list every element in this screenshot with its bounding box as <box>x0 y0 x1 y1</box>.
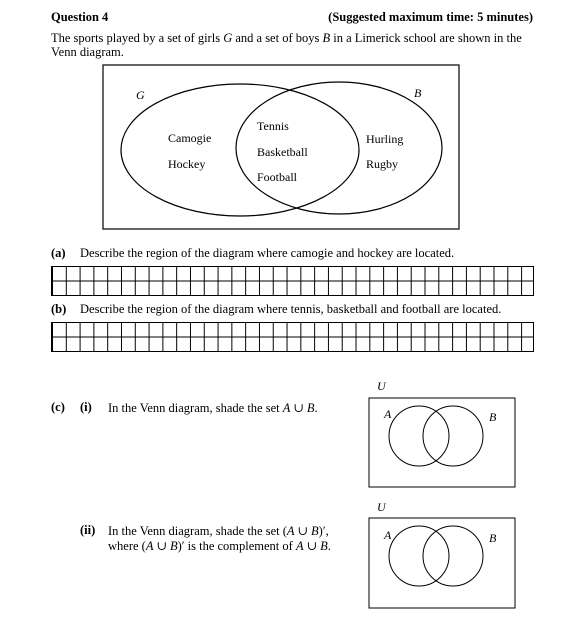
small-venn-2-label-b: B <box>489 531 497 545</box>
part-c-i-set: A ∪ B <box>282 401 315 415</box>
part-c-ii-label: (ii) <box>80 523 96 537</box>
small-venn-1-label-a: A <box>384 407 392 421</box>
part-c-ii-line1-start: In the Venn diagram, shade the set ( <box>108 524 287 538</box>
venn-item-tennis: Tennis <box>257 119 289 133</box>
part-c-label: (c) <box>51 400 65 414</box>
intro-text-2: and a set of boys <box>232 31 323 45</box>
part-c-ii-line2-end: . <box>327 539 331 553</box>
part-c-ii-line2-set2: A ∪ B <box>295 539 328 553</box>
part-c-ii-line1 <box>108 523 329 539</box>
venn-label-b: B <box>414 86 422 100</box>
venn-item-basketball: Basketball <box>257 145 308 159</box>
part-c-ii-line1-set: A ∪ B <box>286 524 319 538</box>
part-c-ii-line2 <box>108 538 331 554</box>
part-b-answer-grid[interactable] <box>51 322 534 352</box>
venn-label-g: G <box>136 88 145 102</box>
small-venn-1-label-b: B <box>489 410 497 424</box>
part-c-i-text-end: . <box>314 401 318 415</box>
part-c-ii-line1-end: )′, <box>318 524 329 538</box>
part-a-text: Describe the region of the diagram where camogie and hockey are located. <box>80 246 455 260</box>
part-c-ii-line2-start: where ( <box>108 539 146 553</box>
part-c-i-text <box>108 400 318 416</box>
small-venn-2-label-a: A <box>384 528 392 542</box>
small-venn-1-set-b <box>423 406 483 466</box>
intro-text-3: in a Limerick school are shown in the Venn diagram. <box>51 31 522 59</box>
part-c-i-label: (i) <box>80 400 92 414</box>
small-venn-2-set-b <box>423 526 483 586</box>
suggested-time: (Suggested maximum time: 5 minutes) <box>328 10 533 24</box>
venn-item-hockey: Hockey <box>168 157 206 171</box>
part-a-answer-grid[interactable] <box>51 266 534 296</box>
small-venn-1-label-u: U <box>377 379 386 393</box>
part-c-ii-line2-mid: )′ is the complement of <box>177 539 296 553</box>
intro-set-b: B <box>322 31 331 45</box>
part-c-i-text-start: In the Venn diagram, shade the set <box>108 401 283 415</box>
part-c-ii-line2-set: A ∪ B <box>145 539 178 553</box>
small-venn-2-set-a <box>389 526 449 586</box>
venn-item-football: Football <box>257 170 298 184</box>
part-b-label: (b) <box>51 302 67 316</box>
small-venn-2-label-u: U <box>377 500 386 514</box>
intro-text-1: The sports played by a set of girls <box>51 31 224 45</box>
venn-item-camogie: Camogie <box>168 131 212 145</box>
intro-set-g: G <box>223 31 233 45</box>
part-a-label: (a) <box>51 246 66 260</box>
venn-item-rugby: Rugby <box>366 157 399 171</box>
small-venn-1-set-a <box>389 406 449 466</box>
venn-set-g-ellipse <box>121 84 359 216</box>
part-b-text: Describe the region of the diagram where tennis, basketball and football are located. <box>80 302 502 316</box>
venn-item-hurling: Hurling <box>366 132 404 146</box>
question-title: Question 4 <box>51 10 109 24</box>
